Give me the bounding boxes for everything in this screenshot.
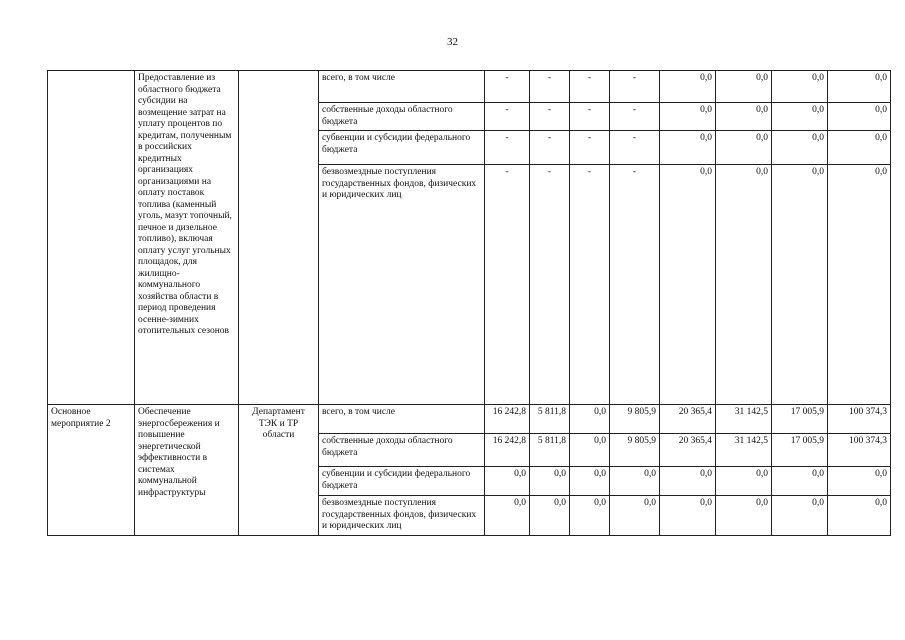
value-cell: 0,0: [660, 165, 716, 405]
value-cell: 0,0: [828, 165, 891, 405]
value-cell: 20 365,4: [660, 405, 716, 434]
value-cell: 9 805,9: [610, 405, 660, 434]
value-cell: 0,0: [828, 496, 891, 536]
value-cell: 0,0: [772, 467, 828, 496]
funding-source-cell: субвенции и субсидии федерального бюджета: [319, 467, 485, 496]
value-cell: 0,0: [660, 131, 716, 165]
value-cell: -: [485, 103, 530, 131]
value-cell: 31 142,5: [716, 405, 772, 434]
value-cell: -: [485, 71, 530, 103]
value-cell: 0,0: [828, 467, 891, 496]
value-cell: 0,0: [570, 496, 610, 536]
value-cell: 0,0: [716, 467, 772, 496]
table-row: [48, 405, 891, 434]
page-number: 32: [447, 36, 458, 48]
funding-source-cell: собственные доходы областного бюджета: [319, 103, 485, 131]
value-cell: 100 374,3: [828, 434, 891, 467]
value-cell: 0,0: [570, 434, 610, 467]
funding-source-cell: безвозмездные поступления государственных фондов, физических и юридических лиц: [319, 496, 485, 536]
value-cell: -: [610, 131, 660, 165]
executor-cell: Департамент ТЭК и ТР области: [239, 405, 319, 536]
value-cell: -: [530, 165, 570, 405]
value-cell: 0,0: [828, 103, 891, 131]
funding-source-cell: собственные доходы областного бюджета: [319, 434, 485, 467]
value-cell: 0,0: [485, 467, 530, 496]
value-cell: 5 811,8: [530, 434, 570, 467]
value-cell: -: [485, 165, 530, 405]
value-cell: 0,0: [716, 165, 772, 405]
value-cell: -: [485, 131, 530, 165]
value-cell: 17 005,9: [772, 434, 828, 467]
description-cell: Предоставление из областного бюджета субсидии на возмещение затрат на уплату процентов по кредитам, полученным в российских кредитных организациях организациями на оплату поставок топлива (каменный уголь, мазут топочный, печное и дизельное топливо), включая оплату услуг угольных площадок, для жилищно-коммунального хозяйства области в период проведения осенне-зимних отопительных сезонов: [135, 71, 239, 405]
value-cell: 0,0: [485, 496, 530, 536]
value-cell: 16 242,8: [485, 405, 530, 434]
value-cell: -: [530, 131, 570, 165]
value-cell: 0,0: [660, 496, 716, 536]
value-cell: -: [610, 165, 660, 405]
funding-source-cell: субвенции и субсидии федерального бюджета: [319, 131, 485, 165]
measure-cell: Основное мероприятие 2: [48, 405, 135, 536]
value-cell: 0,0: [716, 71, 772, 103]
value-cell: 20 365,4: [660, 434, 716, 467]
value-cell: 0,0: [660, 71, 716, 103]
value-cell: 0,0: [530, 467, 570, 496]
value-cell: -: [610, 71, 660, 103]
value-cell: 0,0: [530, 496, 570, 536]
value-cell: 0,0: [610, 496, 660, 536]
value-cell: 16 242,8: [485, 434, 530, 467]
value-cell: 0,0: [716, 103, 772, 131]
value-cell: 0,0: [660, 467, 716, 496]
budget-table: [47, 70, 891, 536]
value-cell: 0,0: [828, 71, 891, 103]
value-cell: 31 142,5: [716, 434, 772, 467]
value-cell: 0,0: [772, 165, 828, 405]
funding-source-cell: безвозмездные поступления государственных фондов, физических и юридических лиц: [319, 165, 485, 405]
value-cell: 0,0: [570, 467, 610, 496]
value-cell: 0,0: [570, 405, 610, 434]
value-cell: 0,0: [772, 496, 828, 536]
value-cell: 0,0: [772, 103, 828, 131]
value-cell: -: [570, 103, 610, 131]
funding-source-cell: всего, в том числе: [319, 405, 485, 434]
value-cell: 0,0: [772, 71, 828, 103]
value-cell: 9 805,9: [610, 434, 660, 467]
executor-cell: [239, 71, 319, 405]
value-cell: -: [570, 71, 610, 103]
value-cell: -: [530, 71, 570, 103]
value-cell: 0,0: [610, 467, 660, 496]
value-cell: -: [570, 165, 610, 405]
value-cell: 17 005,9: [772, 405, 828, 434]
value-cell: -: [530, 103, 570, 131]
value-cell: 100 374,3: [828, 405, 891, 434]
value-cell: -: [570, 131, 610, 165]
value-cell: 0,0: [716, 131, 772, 165]
funding-source-cell: всего, в том числе: [319, 71, 485, 103]
measure-cell: [48, 71, 135, 405]
table-row: [48, 71, 891, 103]
value-cell: 0,0: [660, 103, 716, 131]
value-cell: 0,0: [772, 131, 828, 165]
value-cell: 0,0: [716, 496, 772, 536]
value-cell: 0,0: [828, 131, 891, 165]
description-cell: Обеспечение энергосбережения и повышение энергетической эффективности в системах коммунальной инфраструктуры: [135, 405, 239, 536]
value-cell: -: [610, 103, 660, 131]
value-cell: 5 811,8: [530, 405, 570, 434]
